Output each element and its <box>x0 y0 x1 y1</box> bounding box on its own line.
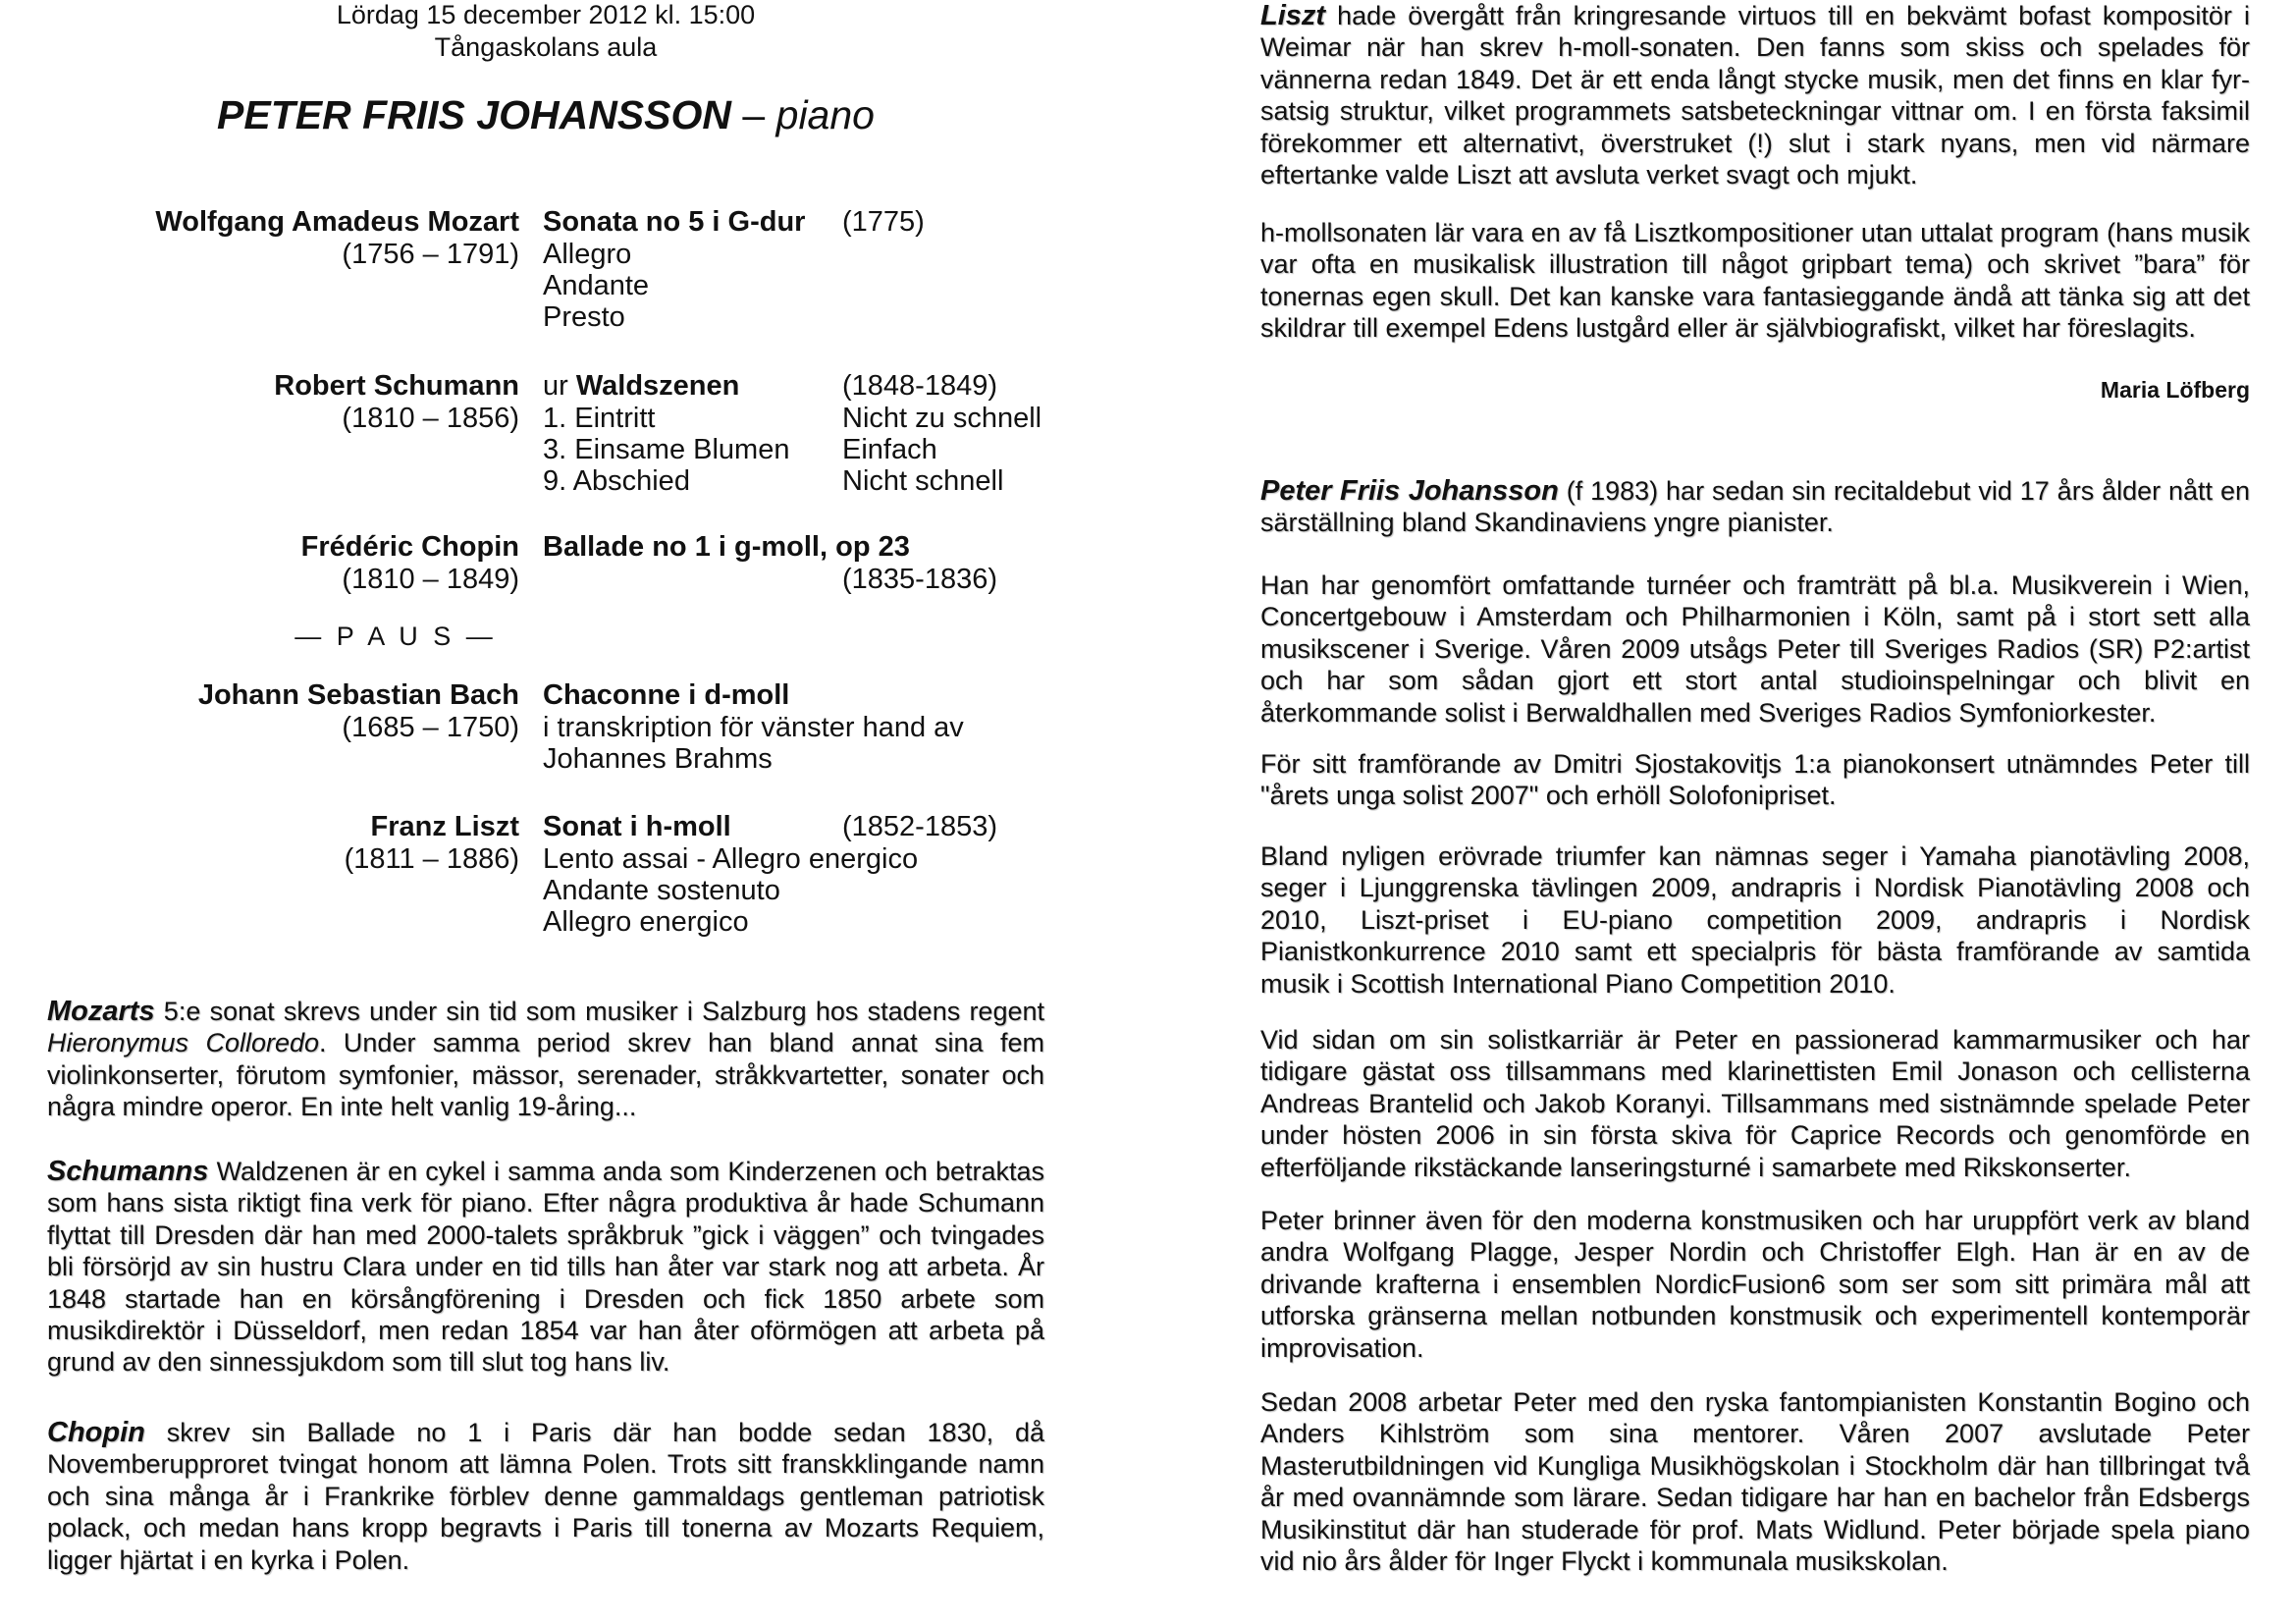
program-row <box>47 564 1044 596</box>
mozart-note <box>47 996 1044 1123</box>
composer-name: Johann Sebastian Bach <box>197 679 519 711</box>
schumann-note <box>47 1156 1044 1379</box>
program-row <box>47 811 1044 843</box>
composer-name: Franz Liszt <box>370 811 519 842</box>
chopin-note <box>47 1417 1044 1576</box>
composer-years: (1685 – 1750) <box>342 712 519 743</box>
bio-paragraph: Peter brinner även för den moderna konstmusiken och har uruppfört verk av bland andra Wolfgang Plagge, Jesper Nordin och Christoffer Elgh. Han är en av de drivande krafterna i ensemblen NordicFusion6 som ser som sitt primära mål att utforska gränserna mellan notbunden konstmusik och experimentell kontemporär improvisation. <box>1260 1206 2250 1363</box>
movement: Presto <box>543 301 625 333</box>
concert-venue: Tångaskolans aula <box>434 32 658 62</box>
movement: Allegro <box>543 239 632 270</box>
work-title: Ballade no 1 i g-moll, op 23 <box>543 531 910 563</box>
liszt-note <box>1260 0 2250 190</box>
program-row <box>47 679 1044 712</box>
note-lead: Schumanns <box>47 1156 209 1187</box>
movement: Andante sostenuto <box>543 875 780 906</box>
work-note: i transkription för vänster hand av <box>543 712 964 743</box>
bio-paragraph: Sedan 2008 arbetar Peter med den ryska fantompianisten Konstantin Bogino och Anders Kihlström som sina mentorer. Våren 2007 avslutade Peter Masterutbildningen vid Kungliga Musikhögskolan i Stockholm där han tillbringat två år med ovannämnde som lärare. Sedan tidigare har han en bachelor från Edsbergs Musikinstitut där han studerade för prof. Mats Widlund. Peter började spela piano vid nio års ålder för Inger Flyckt i kommunala musikskolan. <box>1260 1387 2250 1577</box>
concert-date: Lördag 15 december 2012 kl. 15:00 <box>336 0 756 29</box>
program-row <box>47 906 1044 939</box>
bio-intro <box>1260 475 2250 539</box>
movement-tempo: Nicht zu schnell <box>842 403 1042 434</box>
movement-tempo: Nicht schnell <box>842 465 1004 497</box>
program-row <box>47 434 1044 466</box>
program-row <box>47 301 1044 334</box>
program-row <box>47 370 1044 403</box>
note-italic-name: Hieronymus Colloredo <box>47 1028 320 1058</box>
composer-years: (1810 – 1856) <box>342 403 519 434</box>
program-row <box>47 206 1044 239</box>
note-text: h-mollsonaten lär vara en av få Lisztkompositioner utan uttalat program (hans musik var ofta en musikalisk illustration till något gripbart tema) och skrivet ”bara” för tonernas egen skull. Det kan kanske vara fantasieggande ändå att tänka sig att det skildrar till exempel Edens lustgård eller är självbiografiskt, vilket har föreslagits. <box>1260 218 2250 344</box>
work-prefix: ur <box>543 370 568 402</box>
movement: Lento assai - Allegro energico <box>543 843 919 875</box>
program-row <box>47 531 1044 564</box>
bio-paragraph: För sitt framförande av Dmitri Sjostakovitjs 1:a pianokonsert utnämndes Peter till "årets unga solist 2007" och erhöll Solofonipriset. <box>1260 749 2250 811</box>
work-title-wrap <box>543 370 739 403</box>
note-text: . Under samma period skrev han bland annat sina fem violinkonserter, förutom symfonier, mässor, serenader, stråkkvartetter, sonater och några mindre operor. En inte helt vanlig 19-åring... <box>47 1028 1044 1122</box>
composer-name: Robert Schumann <box>274 370 519 402</box>
program-row <box>47 239 1044 271</box>
program-row <box>47 743 1044 776</box>
composer-years: (1810 – 1849) <box>342 564 519 595</box>
movement-tempo: Einfach <box>842 434 937 465</box>
program-row <box>47 270 1044 302</box>
work-title: Waldszenen <box>575 370 740 402</box>
movement: 3. Einsame Blumen <box>543 434 790 465</box>
work-note: Johannes Brahms <box>543 743 773 775</box>
bio-text: (f 1983) har sedan sin recitaldebut vid 17 års ålder nått en särställning bland Skandinaviens yngre pianister. <box>1260 476 2250 538</box>
movement: Allegro energico <box>543 906 749 938</box>
program-row <box>47 875 1044 907</box>
note-text: 5:e sonat skrevs under sin tid som musiker i Salzburg hos stadens regent <box>154 997 1044 1026</box>
performer-title <box>47 92 1044 138</box>
note-text: hade övergått från kringresande virtuos till en bekvämt bofast kompositör i Weimar när han skrev h-moll-sonaten. Den fanns som skiss och spelades för vännerna redan 1849. Det är ett enda långt stycke musik, men det finns en klar fyr-satsig struktur, vilket programmets satsbeteckningar vittnar om. I en första faksimil förekommer ett alternativt, överstruket (!) slut i stark nyans, men vid närmare eftertanke valde Liszt att avsluta verket svagt och mjukt. <box>1260 1 2250 190</box>
program-row <box>47 843 1044 876</box>
intermission-label: — P A U S — <box>294 622 497 651</box>
work-year: (1835-1836) <box>842 564 997 595</box>
composer-name: Wolfgang Amadeus Mozart <box>155 206 519 238</box>
program-page <box>47 0 1044 1623</box>
note-text: Waldzenen är en cykel i samma anda som Kinderzenen och betraktas som hans sista riktigt fina verk för piano. Efter några produktiva år hade Schumann flyttat till Dresden där han med 2000-talets språkbruk ”gick i väggen” och tvingades bli försörjd av sin hustru Clara under en tid tills han åter var stark nog att arbeta. År 1848 startade han en körsångförening i Dresden och fick 1850 arbete som musikdirektör i Düsseldorf, men redan 1854 var han åter oförmögen att arbeta på grund av den sinnessjukdom som till slut tog hans liv. <box>47 1157 1044 1378</box>
work-year: (1852-1853) <box>842 811 997 842</box>
performer-name: PETER FRIIS JOHANSSON <box>217 92 732 137</box>
notes-page <box>1260 0 2250 1623</box>
bio-paragraph: Bland nyligen erövrade triumfer kan nämnas seger i Yamaha pianotävling 2008, seger i Ljunggrenska tävlingen 2009, andrapris i Nordisk Pianotävling 2008 och 2010, Liszt-priset i EU-piano competition 2009, andrapris i Nordisk Pianistkonkurrence 2010 samt ett specialpris för bästa framförande av samtida musik i Scottish International Piano Competition 2010. <box>1260 841 2250 999</box>
movement: Andante <box>543 270 650 301</box>
author-signature: Maria Löfberg <box>2100 377 2250 403</box>
program-row <box>47 403 1044 435</box>
work-year: (1848-1849) <box>842 370 997 402</box>
composer-name: Frédéric Chopin <box>300 531 519 563</box>
hmoll-note <box>1260 217 2250 345</box>
bio-paragraph: Han har genomfört omfattande turnéer och framträtt på bl.a. Musikverein i Wien, Concertgebouw i Amsterdam och Philharmonien i Köln, samt på i stort sett alla musikscener i Sverige. Våren 2009 utsågs Peter till Sveriges Radios (SR) P2:artist och har som sådan gjort ett stort antal studioinspelningar och blivit en återkommande solist i Berwaldhallen med Sveriges Radios Symfoniorkester. <box>1260 570 2250 728</box>
note-lead: Chopin <box>47 1417 145 1448</box>
program-row <box>47 712 1044 744</box>
work-year: (1775) <box>842 206 925 238</box>
bio-paragraph: Vid sidan om sin solistkarriär är Peter en passionerad kammarmusiker och har tidigare gästat oss tillsammans med klarinettisten Emil Jonason och cellisterna Andreas Brantelid och Jakob Koranyi. Tillsammans med sistnämnde spelade Peter under hösten 2006 in sin första skiva för Caprice Records och genomförde en efterföljande rikstäckande lanseringsturné i samarbete med Rikskonserter. <box>1260 1025 2250 1182</box>
note-lead: Liszt <box>1260 0 1326 31</box>
note-text: skrev sin Ballade no 1 i Paris där han bodde sedan 1830, då Novemberupproret tvingat honom att lämna Polen. Trots sitt franskklingande namn och sina många år i Frankrike förblev denne gammaldags gentleman patriotisk polack, och medan hans kropp begravts i Paris till tonerna av Mozarts Requiem, ligger hjärtat i en kyrka i Polen. <box>47 1418 1044 1575</box>
work-title: Chaconne i d-moll <box>543 679 790 711</box>
program-row <box>47 465 1044 498</box>
composer-years: (1756 – 1791) <box>342 239 519 270</box>
movement: 9. Abschied <box>543 465 690 497</box>
composer-years: (1811 – 1886) <box>344 843 519 875</box>
movement: 1. Eintritt <box>543 403 656 434</box>
performer-instrument: piano <box>775 92 875 137</box>
title-dash: – <box>742 92 766 137</box>
note-lead: Mozarts <box>47 996 155 1027</box>
bio-lead: Peter Friis Johansson <box>1260 475 1559 507</box>
work-title: Sonata no 5 i G-dur <box>543 206 806 238</box>
work-title: Sonat i h-moll <box>543 811 731 842</box>
